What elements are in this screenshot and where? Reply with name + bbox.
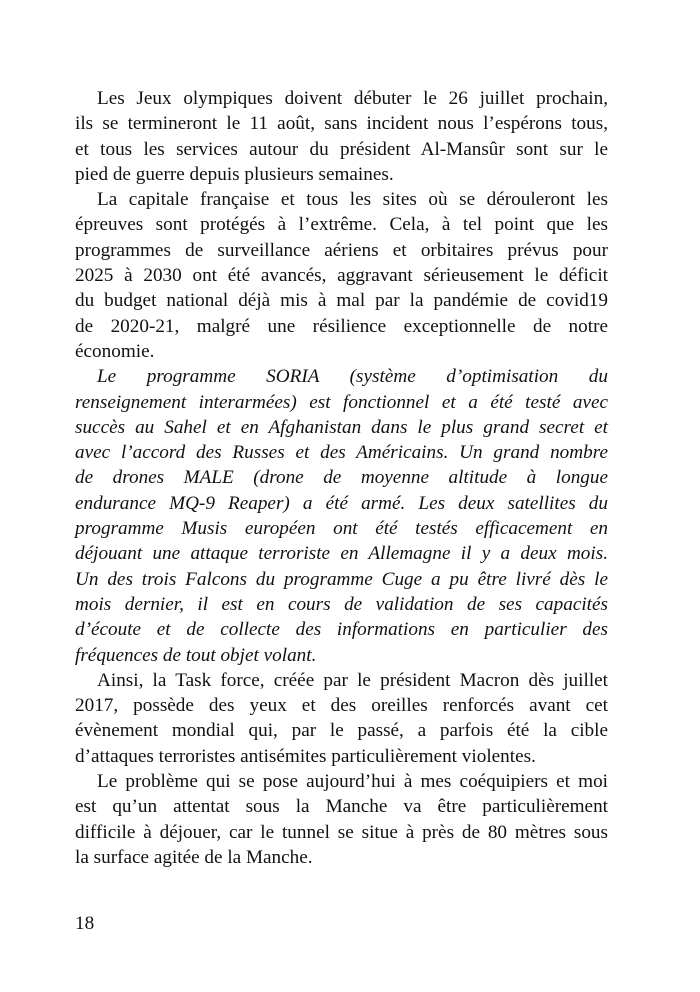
text-line: avec l’accord des Russes et des Américains. Un grand nombre bbox=[75, 442, 608, 464]
text-line: succès au Sahel et en Afghanistan dans le plus grand secret et bbox=[75, 416, 608, 438]
text-line: fréquences de tout objet volant. bbox=[75, 644, 317, 666]
text-line: d’écoute et de collecte des informations en particulier des bbox=[75, 619, 608, 641]
text-line: mois dernier, il est en cours de validation de ses capacités bbox=[75, 593, 608, 615]
text-line: est qu’un attentat sous la Manche va être particulièrement bbox=[75, 796, 608, 818]
text-line: et tous les services autour du président Al-Mansûr sont sur le bbox=[75, 138, 608, 160]
paragraph bbox=[75, 86, 608, 187]
text-line: 2017, possède des yeux et des oreilles renforcés avant cet bbox=[75, 695, 608, 717]
text-line: déjouant une attaque terroriste en Allemagne il y a deux mois. bbox=[75, 543, 608, 565]
text-line: évènement mondial qui, par le passé, a parfois été la cible bbox=[75, 720, 608, 742]
text-line: difficile à déjouer, car le tunnel se situe à près de 80 mètres sous bbox=[75, 821, 608, 843]
text-line: Les Jeux olympiques doivent débuter le 26 juillet prochain, bbox=[97, 88, 608, 109]
page-number: 18 bbox=[75, 913, 95, 934]
text-line: la surface agitée de la Manche. bbox=[75, 846, 313, 868]
text-line: épreuves sont protégés à l’extrême. Cela, à tel point que les bbox=[75, 214, 608, 236]
italic-paragraph bbox=[75, 364, 608, 668]
text-line: d’attaques terroristes antisémites particulièrement violentes. bbox=[75, 745, 536, 767]
text-line: ils se termineront le 11 août, sans incident nous l’espérons tous, bbox=[75, 113, 608, 135]
text-line: programme Musis européen ont été testés efficacement en bbox=[75, 518, 608, 540]
text-line: du budget national déjà mis à mal par la pandémie de covid19 bbox=[75, 290, 608, 312]
text-line: Un des trois Falcons du programme Cuge a pu être livré dès le bbox=[75, 568, 608, 590]
paragraph bbox=[75, 187, 608, 364]
text-line: Ainsi, la Task force, créée par le président Macron dès juillet bbox=[97, 669, 608, 691]
text-line: renseignement interarmées) est fonctionnel et a été testé avec bbox=[75, 391, 608, 413]
text-line: Le programme SORIA (système d’optimisation du bbox=[97, 366, 608, 388]
text-line: La capitale française et tous les sites où se dérouleront les bbox=[97, 189, 608, 211]
text-line: de 2020-21, malgré une résilience exceptionnelle de notre bbox=[75, 315, 608, 337]
paragraph bbox=[75, 769, 608, 870]
text-line: économie. bbox=[75, 340, 155, 362]
paragraph bbox=[75, 668, 608, 769]
text-line: pied de guerre depuis plusieurs semaines. bbox=[75, 163, 394, 185]
text-line: endurance MQ-9 Reaper) a été armé. Les deux satellites du bbox=[75, 492, 608, 514]
text-line: de drones MALE (drone de moyenne altitude à longue bbox=[75, 467, 608, 489]
text-line: Le problème qui se pose aujourd’hui à mes coéquipiers et moi bbox=[97, 771, 608, 793]
body-text bbox=[75, 86, 608, 870]
text-line: 2025 à 2030 ont été avancés, aggravant sérieusement le déficit bbox=[75, 265, 608, 287]
text-line: programmes de surveillance aériens et orbitaires prévus pour bbox=[75, 239, 608, 261]
